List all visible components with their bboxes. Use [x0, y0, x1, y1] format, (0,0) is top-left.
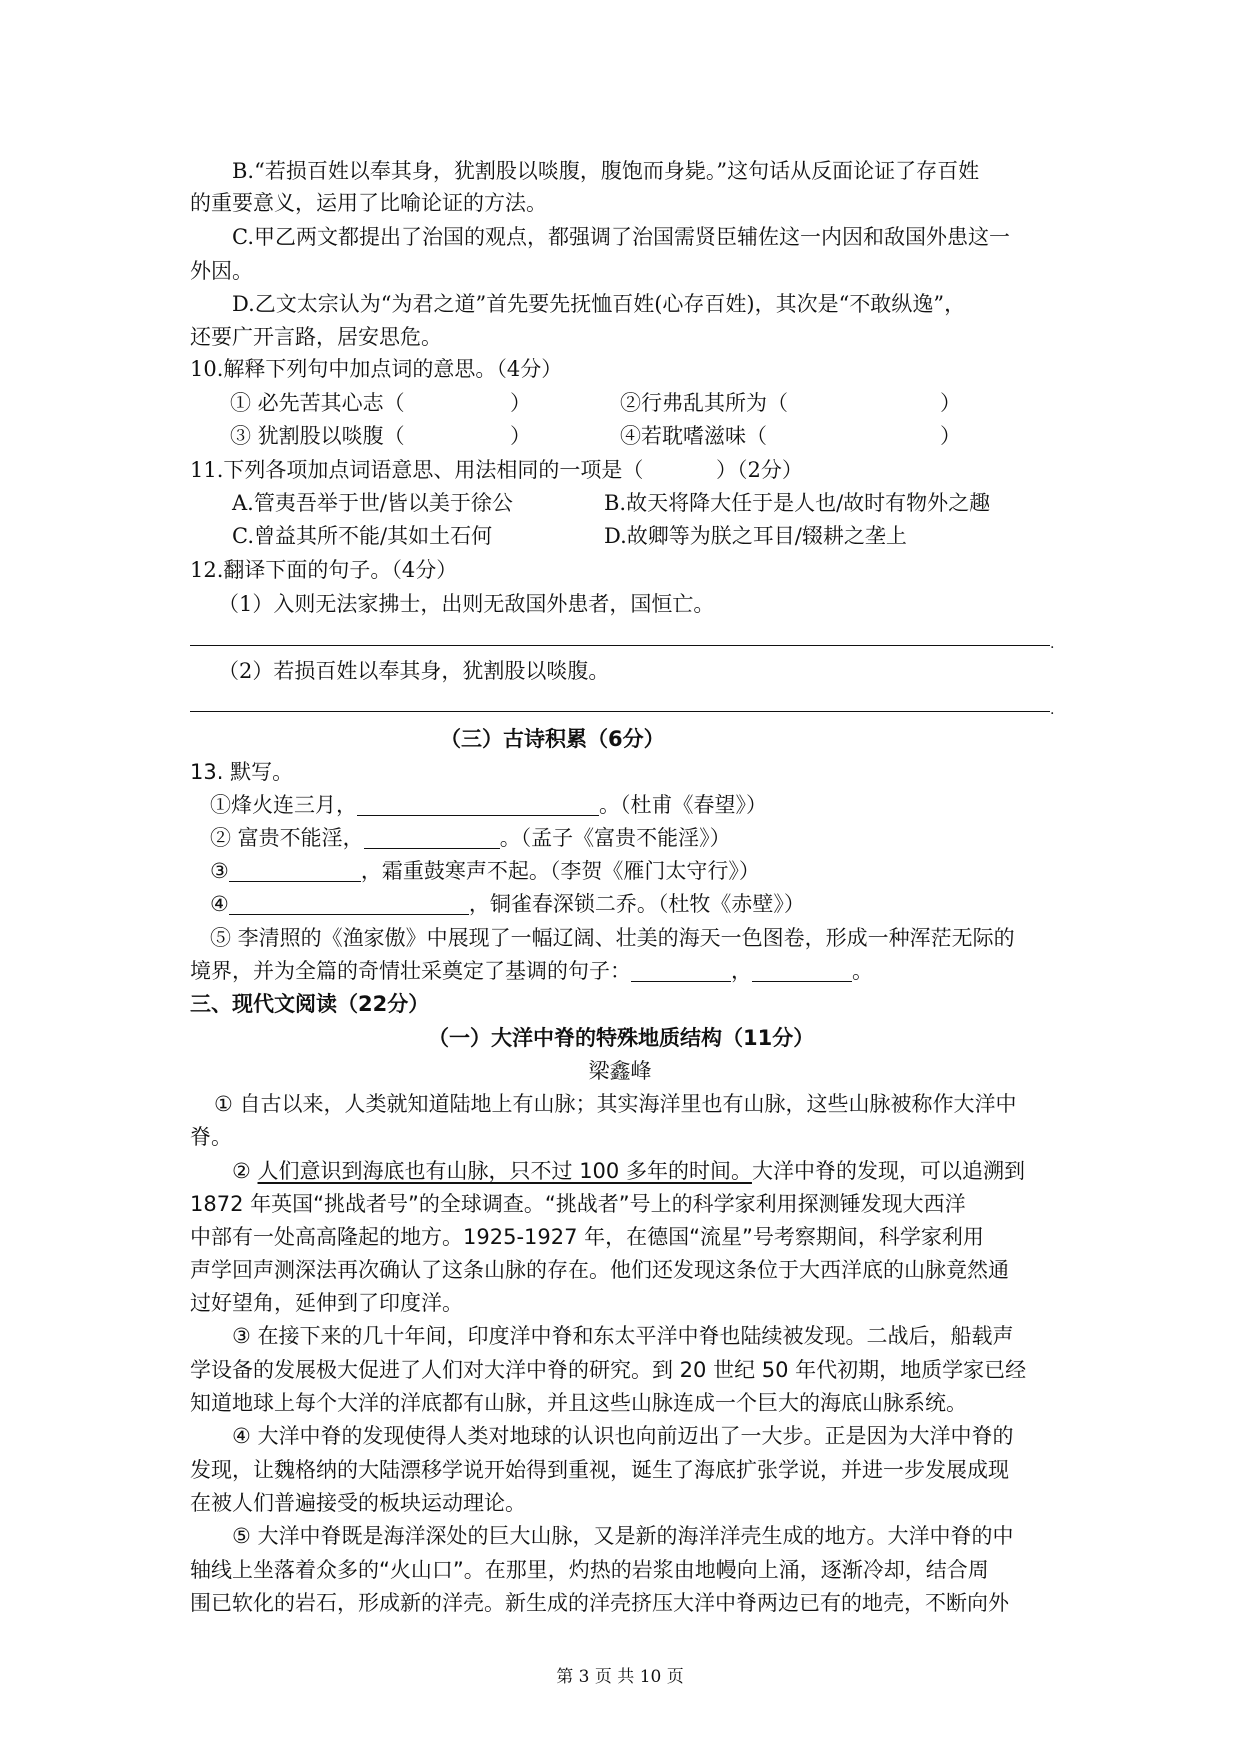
- q13-line-4-source: ，铜雀春深锁二乔。（杜牧《赤壁》）: [468, 892, 805, 916]
- paragraph-4-line-1: ④ 大洋中脊的发现使得人类对地球的认识也向前迈出了一大步。正是因为大洋中脊的: [232, 1424, 1014, 1448]
- q11-option-c: C.曾益其所不能/其如土石何: [232, 524, 493, 548]
- q13-blank-5a[interactable]: [631, 961, 731, 982]
- q10-item-4-close: ）: [940, 424, 961, 448]
- q10-item-3-close: ）: [510, 424, 531, 448]
- q13-line-2-prompt: ② 富贵不能淫，: [210, 826, 364, 850]
- q13-line-4: [210, 889, 805, 919]
- q9-option-d-line1: D.乙文太宗认为“为君之道”首先要先抚恤百姓(心存百姓)，其次是“不敢纵逸”，: [232, 292, 966, 316]
- q13-line-3-source: ，霜重鼓寒声不起。（李贺《雁门太守行》）: [360, 859, 760, 883]
- q9-option-b-line2: 的重要意义，运用了比喻论证的方法。: [190, 191, 547, 215]
- q13-blank-3[interactable]: [229, 861, 361, 882]
- q12-sentence-1: （1）入则无法家拂士，出则无敌国外患者，国恒亡。: [218, 592, 715, 616]
- q12-sentence-2: （2）若损百姓以奉其身，犹割股以啖腹。: [218, 659, 610, 683]
- paragraph-2-line-4: 声学回声测深法再次确认了这条山脉的存在。他们还发现这条位于大西洋底的山脉竟然通: [190, 1258, 1009, 1282]
- q10-item-1-close: ）: [510, 391, 531, 415]
- paragraph-5-line-1: ⑤ 大洋中脊既是海洋深处的巨大山脉，又是新的海洋洋壳生成的地方。大洋中脊的中: [232, 1524, 1014, 1548]
- q10-item-1: ① 必先苦其心志（: [230, 391, 405, 415]
- q10-item-2-close: ）: [940, 391, 961, 415]
- paragraph-5-line-3: 围已软化的岩石，形成新的洋壳。新生成的洋壳挤压大洋中脊两边已有的地壳，不断向外: [190, 1591, 1009, 1615]
- article-author: 梁鑫峰: [588, 1059, 652, 1083]
- q11-option-a: A.管夷吾举于世/皆以美于徐公: [232, 491, 513, 515]
- q13-blank-1[interactable]: [357, 795, 599, 816]
- q13-line-1: [210, 790, 767, 820]
- q13-title: 13. 默写。: [190, 760, 294, 784]
- q13-line-5-sep: ，: [731, 959, 752, 983]
- q10-title: 10.解释下列句中加点词的意思。（4分）: [190, 357, 563, 381]
- q13-line-3-prompt: ③: [210, 859, 229, 883]
- q13-line-2-source: 。（孟子《富贵不能淫》）: [499, 826, 731, 850]
- q10-item-2: ②行弗乱其所为（: [620, 391, 788, 415]
- q11-title-end: ）（2分）: [716, 458, 803, 482]
- paragraph-2-line-3: 中部有一处高高隆起的地方。1925-1927 年，在德国“流星”号考察期间，科学家利用: [190, 1225, 984, 1249]
- article-title: （一）大洋中脊的特殊地质结构（11分）: [428, 1026, 815, 1050]
- paragraph-1-line-1: ① 自古以来，人类就知道陆地上有山脉；其实海洋里也有山脉，这些山脉被称作大洋中: [214, 1092, 1017, 1116]
- paragraph-5-line-2: 轴线上坐落着众多的“火山口”。在那里，灼热的岩浆由地幔向上涌，逐渐冷却，结合周: [190, 1558, 989, 1582]
- q12-line-dot-1: .: [1050, 636, 1055, 652]
- q10-item-3: ③ 犹割股以啖腹（: [230, 424, 405, 448]
- q12-answer-line-1[interactable]: [190, 645, 1050, 646]
- q12-answer-line-2[interactable]: [190, 711, 1050, 712]
- paragraph-1-line-2: 脊。: [190, 1125, 232, 1149]
- page-number-footer: 第 3 页 共 10 页: [556, 1667, 684, 1687]
- q13-line-2: [210, 823, 731, 853]
- q9-option-c-line1: C.甲乙两文都提出了治国的观点，都强调了治国需贤臣辅佐这一内因和敌国外患这一: [232, 225, 1010, 249]
- q13-line-5-end: 。: [852, 959, 873, 983]
- q11-title-start: 11.下列各项加点词语意思、用法相同的一项是（: [190, 458, 644, 482]
- q9-option-d-line2: 还要广开言路，居安思危。: [190, 325, 442, 349]
- q11-option-d: D.故卿等为朕之耳目/辍耕之垄上: [604, 524, 907, 548]
- poem-section-heading: （三）古诗积累（6分）: [440, 727, 665, 751]
- q13-blank-5b[interactable]: [752, 961, 852, 982]
- q13-line-5: ⑤ 李清照的《渔家傲》中展现了一幅辽阔、壮美的海天一色图卷，形成一种浑茫无际的: [210, 926, 1015, 950]
- q9-option-c-line2: 外因。: [190, 259, 253, 283]
- paragraph-2-line-1: [232, 1156, 1025, 1186]
- q13-blank-2[interactable]: [364, 828, 500, 849]
- q12-title: 12.翻译下面的句子。（4分）: [190, 558, 458, 582]
- q12-line-dot-2: .: [1050, 702, 1055, 718]
- paragraph-2-number: ②: [232, 1159, 258, 1183]
- q13-line-1-prompt: ①烽火连三月，: [210, 793, 357, 817]
- paragraph-4-line-3: 在被人们普遍接受的板块运动理论。: [190, 1491, 526, 1515]
- paragraph-2-underlined-sentence: 人们意识到海底也有山脉，只不过 100 多年的时间。: [257, 1159, 752, 1183]
- q10-item-4: ④若耽嗜滋味（: [620, 424, 767, 448]
- paragraph-2-line-2: 1872 年英国“挑战者号”的全球调查。“挑战者”号上的科学家利用探测锤发现大西洋: [190, 1192, 966, 1216]
- q13-blank-4[interactable]: [229, 894, 469, 915]
- modern-section-heading: 三、现代文阅读（22分）: [190, 992, 430, 1016]
- q13-line-4-prompt: ④: [210, 892, 229, 916]
- q13-line-5-cont: [190, 956, 873, 986]
- paragraph-3-line-3: 知道地球上每个大洋的洋底都有山脉，并且这些山脉连成一个巨大的海底山脉系统。: [190, 1391, 967, 1415]
- paragraph-2-line-1-rest: 大洋中脊的发现，可以追溯到: [751, 1159, 1025, 1183]
- paragraph-2-line-5: 过好望角，延伸到了印度洋。: [190, 1291, 463, 1315]
- q13-line-1-source: 。（杜甫《春望》）: [599, 793, 767, 817]
- q13-line-3: [210, 856, 760, 886]
- q9-option-b-line1: B.“若损百姓以奉其身，犹割股以啖腹，腹饱而身毙。”这句话从反面论证了存百姓: [232, 159, 980, 183]
- paragraph-3-line-2: 学设备的发展极大促进了人们对大洋中脊的研究。到 20 世纪 50 年代初期，地质学家已经: [190, 1358, 1027, 1382]
- paragraph-3-line-1: ③ 在接下来的几十年间，印度洋中脊和东太平洋中脊也陆续被发现。二战后，船载声: [232, 1324, 1014, 1348]
- q13-line-5-prompt: 境界，并为全篇的奇情壮采奠定了基调的句子：: [190, 959, 631, 983]
- q11-option-b: B.故天将降大任于是人也/故时有物外之趣: [604, 491, 991, 515]
- paragraph-4-line-2: 发现，让魏格纳的大陆漂移学说开始得到重视，诞生了海底扩张学说，并进一步发展成现: [190, 1458, 1009, 1482]
